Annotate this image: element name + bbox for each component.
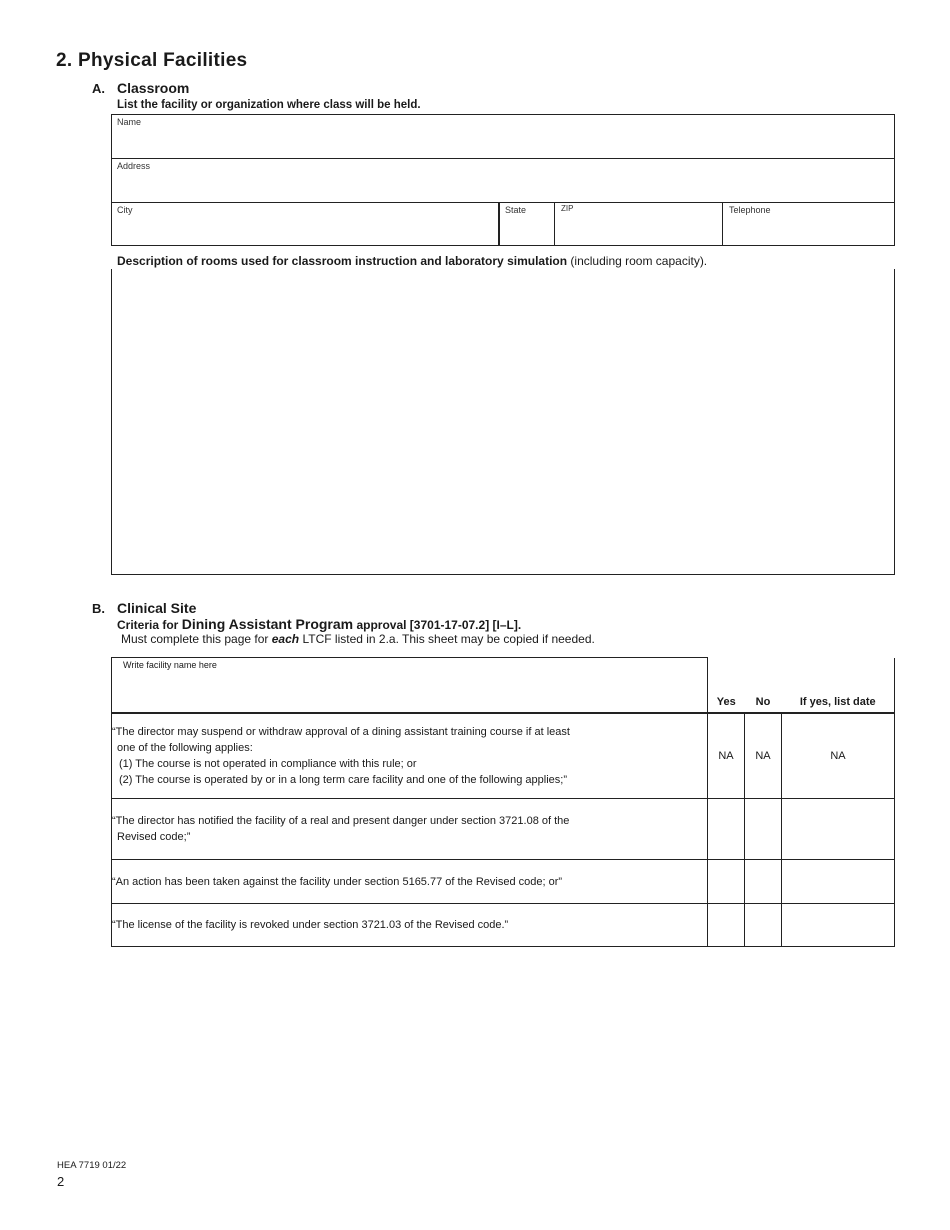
- table-row: [112, 904, 895, 947]
- no-cell[interactable]: [745, 904, 782, 947]
- criteria-suffix: approval [3701-17-07.2] [I–L].: [356, 618, 522, 632]
- section-a-title: Classroom: [117, 80, 190, 96]
- criterion-text: [112, 860, 708, 904]
- note-after: LTCF listed in 2.a. This sheet may be copied if needed.: [302, 632, 595, 646]
- criteria-table: [111, 657, 895, 947]
- yes-cell[interactable]: [708, 860, 745, 904]
- criterion-line: “An action has been taken against the facility under section 5165.77 of the Revised code; or”: [112, 875, 563, 888]
- state-field[interactable]: [498, 202, 555, 246]
- state-label: State: [505, 205, 527, 215]
- date-cell[interactable]: [782, 860, 895, 904]
- col-yes-header: Yes: [708, 658, 745, 713]
- table-row: [112, 713, 895, 799]
- note-before: Must complete this page for: [121, 632, 269, 646]
- criterion-line: “The director may suspend or withdraw approval of a dining assistant training course if at least: [112, 725, 570, 738]
- section-b-note: [121, 632, 595, 646]
- zip-field[interactable]: [554, 202, 723, 246]
- no-cell[interactable]: NA: [745, 713, 782, 799]
- no-cell[interactable]: [745, 860, 782, 904]
- col-no-header: No: [745, 658, 782, 713]
- criterion-line: (2) The course is operated by or in a long term care facility and one of the following applies;”: [119, 773, 567, 786]
- name-field[interactable]: [111, 114, 895, 159]
- description-label-bold: Description of rooms used for classroom instruction and laboratory simulation: [117, 254, 568, 268]
- telephone-field[interactable]: [722, 202, 895, 246]
- description-label-rest: (including room capacity).: [570, 254, 708, 268]
- form-code: HEA 7719 01/22: [57, 1160, 127, 1171]
- no-cell[interactable]: [745, 799, 782, 860]
- city-field[interactable]: [111, 202, 500, 246]
- date-cell[interactable]: [782, 904, 895, 947]
- name-label: Name: [117, 117, 142, 127]
- criteria-program: Dining Assistant Program: [181, 616, 354, 632]
- page-heading: 2. Physical Facilities: [56, 50, 248, 71]
- criterion-line: “The director has notified the facility of a real and present danger under section 3721.08 of the: [112, 815, 570, 827]
- criterion-text: [112, 799, 708, 860]
- date-cell[interactable]: [782, 799, 895, 860]
- section-a-letter: A.: [92, 81, 105, 96]
- section-b-criteria: [117, 616, 521, 632]
- criterion-text: [112, 904, 708, 947]
- table-row: [112, 799, 895, 860]
- table-header-row: [112, 658, 895, 713]
- criterion-text: [112, 713, 708, 799]
- address-field[interactable]: [111, 158, 895, 203]
- city-label: City: [117, 205, 133, 215]
- table-row: [112, 860, 895, 904]
- section-b-letter: B.: [92, 601, 105, 616]
- page-number: 2: [57, 1174, 65, 1189]
- yes-cell[interactable]: [708, 799, 745, 860]
- col-date-header: If yes, list date: [782, 658, 895, 713]
- date-cell[interactable]: NA: [782, 713, 895, 799]
- criterion-line: Revised code;”: [117, 831, 191, 843]
- facility-name-label: Write facility name here: [123, 660, 217, 670]
- criterion-line: “The license of the facility is revoked under section 3721.03 of the Revised code.”: [112, 919, 509, 931]
- facility-name-cell[interactable]: [112, 658, 708, 713]
- yes-cell[interactable]: [708, 904, 745, 947]
- note-emph: each: [271, 632, 300, 646]
- zip-label: ZIP: [561, 204, 574, 213]
- description-label: [117, 254, 707, 268]
- yes-cell[interactable]: NA: [708, 713, 745, 799]
- description-textarea[interactable]: [111, 269, 895, 575]
- criterion-line: one of the following applies:: [117, 741, 253, 754]
- section-b-title: Clinical Site: [117, 600, 197, 616]
- criteria-prefix: Criteria for: [117, 618, 179, 632]
- telephone-label: Telephone: [729, 205, 771, 215]
- criterion-line: (1) The course is not operated in compliance with this rule; or: [119, 757, 417, 770]
- address-label: Address: [117, 161, 151, 171]
- section-a-instruction: List the facility or organization where class will be held.: [117, 99, 421, 111]
